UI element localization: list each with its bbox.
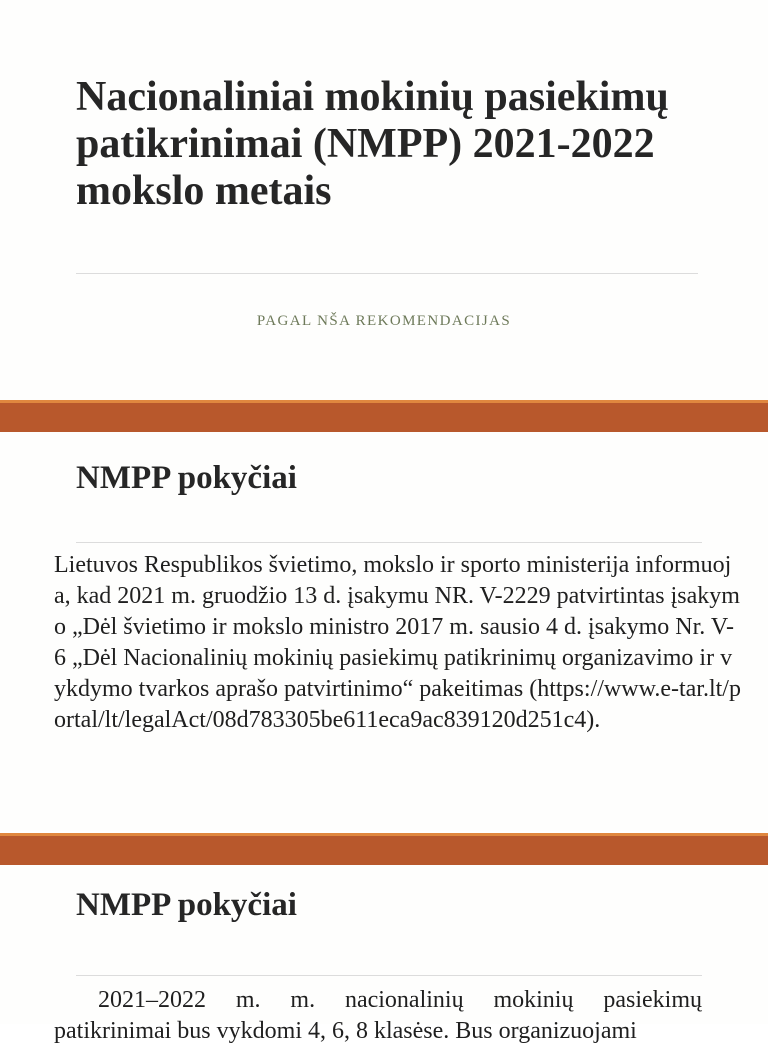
title-divider bbox=[76, 273, 698, 274]
separator-accent-line bbox=[0, 400, 768, 403]
slide-body-text: 2021–2022 m. m. nacionalinių mokinių pasiekimų patikrinimai bus vykdomi 4, 6, 8 klasėse. Bus organizuojami bbox=[54, 987, 702, 1044]
content-slide bbox=[0, 432, 768, 831]
slide-heading: NMPP pokyčiai bbox=[76, 460, 297, 496]
presentation-subtitle: PAGAL NŠA REKOMENDACIJAS bbox=[256, 313, 512, 329]
separator-accent-line bbox=[0, 833, 768, 836]
slide-separator bbox=[0, 833, 768, 865]
presentation-title: Nacionaliniai mokinių pasiekimų patikrinimai (NMPP) 2021-2022 mokslo metais bbox=[76, 74, 669, 214]
content-slide bbox=[0, 865, 768, 1044]
heading-divider bbox=[76, 542, 702, 543]
title-slide bbox=[0, 0, 768, 400]
slide-heading: NMPP pokyčiai bbox=[76, 887, 297, 923]
heading-divider bbox=[76, 975, 702, 976]
slide-body-text: Lietuvos Respublikos švietimo, mokslo ir sporto ministerija informuoja, kad 2021 m. gruodžio 13 d. įsakymu NR. V-2229 patvirtintas įsakymo „Dėl švietimo ir mokslo ministro 2017 m. sausio 4 d. įsakymo Nr. V-6 „Dėl Nacionalinių mokinių pasiekimų patikrinimų organizavimo ir vykdymo tvarkos aprašo patvirtinimo“ pakeitimas (https://www.e-tar.lt/portal/lt/legalAct/08d783305be611eca9ac839120d251c4). bbox=[54, 552, 741, 733]
slide-separator bbox=[0, 400, 768, 432]
